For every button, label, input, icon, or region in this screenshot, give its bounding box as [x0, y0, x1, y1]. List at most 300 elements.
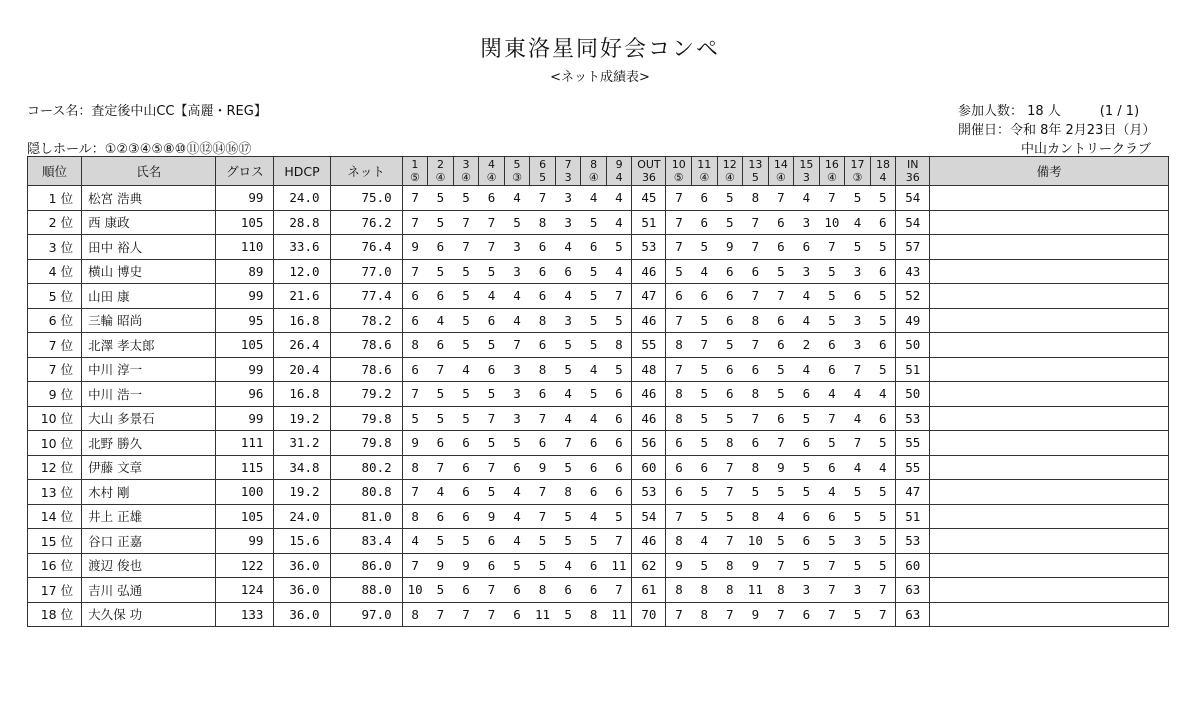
- hole-score-cell: 7: [819, 553, 845, 578]
- hole-score-cell: 8: [743, 308, 769, 333]
- notes-cell: [930, 357, 1169, 382]
- hole-score-cell: 9: [402, 431, 428, 456]
- in-total-cell: 51: [896, 357, 930, 382]
- notes-cell: [930, 382, 1169, 407]
- net-cell: 80.2: [330, 455, 402, 480]
- hole-score-cell: 4: [504, 504, 530, 529]
- hole-score-cell: 6: [819, 504, 845, 529]
- hole-score-cell: 7: [666, 235, 692, 260]
- hole-score-cell: 7: [666, 308, 692, 333]
- hole-header: [870, 157, 896, 186]
- table-row: [28, 333, 1169, 358]
- hole-par: ⑤: [409, 171, 420, 184]
- hdcp-header: HDCP: [274, 157, 330, 186]
- hole-score-cell: 5: [819, 284, 845, 309]
- hole-score-cell: 5: [453, 284, 479, 309]
- hole-score-cell: 5: [692, 406, 718, 431]
- hdcp-cell: 12.0: [274, 259, 330, 284]
- notes-cell: [930, 259, 1169, 284]
- hole-header: [845, 157, 871, 186]
- in-total-cell: 54: [896, 186, 930, 211]
- notes-cell: [930, 284, 1169, 309]
- hole-score-cell: 7: [402, 210, 428, 235]
- hole-score-cell: 7: [666, 602, 692, 627]
- hole-header: [581, 157, 607, 186]
- hole-score-cell: 7: [530, 406, 556, 431]
- hole-score-cell: 6: [581, 553, 607, 578]
- hole-score-cell: 6: [453, 431, 479, 456]
- hole-score-cell: 6: [794, 504, 820, 529]
- hole-score-cell: 6: [402, 357, 428, 382]
- hole-score-cell: 8: [581, 602, 607, 627]
- hole-score-cell: 6: [743, 259, 769, 284]
- table-row: [28, 480, 1169, 505]
- hole-score-cell: 5: [581, 284, 607, 309]
- hole-score-cell: 5: [555, 455, 581, 480]
- notes-cell: [930, 406, 1169, 431]
- hdcp-cell: 26.4: [274, 333, 330, 358]
- hole-header: [530, 157, 556, 186]
- hole-score-cell: 9: [402, 235, 428, 260]
- hdcp-cell: 20.4: [274, 357, 330, 382]
- hole-score-cell: 4: [794, 357, 820, 382]
- hole-par: 5: [539, 171, 547, 184]
- player-name-cell: 北野 勝久: [82, 431, 216, 456]
- hole-score-cell: 6: [428, 284, 454, 309]
- hole-score-cell: 5: [870, 284, 896, 309]
- hole-score-cell: 6: [794, 529, 820, 554]
- rank-header: 順位: [28, 157, 82, 186]
- hole-score-cell: 6: [606, 480, 632, 505]
- hole-number: 7: [564, 158, 572, 171]
- hole-score-cell: 4: [581, 406, 607, 431]
- rank-cell: 17 位: [28, 578, 82, 603]
- hole-score-cell: 5: [845, 553, 871, 578]
- hole-header: [743, 157, 769, 186]
- hole-score-cell: 7: [428, 357, 454, 382]
- hole-score-cell: 5: [717, 210, 743, 235]
- out-total-cell: 56: [632, 431, 666, 456]
- hole-score-cell: 7: [717, 455, 743, 480]
- in-total-cell: 50: [896, 333, 930, 358]
- player-name-cell: 横山 博史: [82, 259, 216, 284]
- hole-score-cell: 4: [794, 186, 820, 211]
- hole-score-cell: 6: [581, 578, 607, 603]
- hole-par: 4: [615, 171, 623, 184]
- player-name-cell: 渡辺 俊也: [82, 553, 216, 578]
- notes-cell: [930, 480, 1169, 505]
- notes-cell: [930, 210, 1169, 235]
- hole-number: 9: [615, 158, 623, 171]
- hole-score-cell: 8: [402, 455, 428, 480]
- hole-par: ⑤: [673, 171, 684, 184]
- hole-score-cell: 6: [555, 578, 581, 603]
- table-row: [28, 308, 1169, 333]
- hole-score-cell: 7: [530, 186, 556, 211]
- hole-score-cell: 6: [666, 455, 692, 480]
- hole-score-cell: 6: [504, 602, 530, 627]
- name-header: 氏名: [82, 157, 216, 186]
- hole-score-cell: 8: [692, 602, 718, 627]
- hole-score-cell: 7: [428, 455, 454, 480]
- hole-score-cell: 5: [794, 553, 820, 578]
- hole-score-cell: 3: [504, 235, 530, 260]
- hole-par: ④: [461, 171, 471, 184]
- hole-number: 15: [799, 158, 814, 171]
- hole-score-cell: 6: [453, 455, 479, 480]
- hole-score-cell: 4: [504, 186, 530, 211]
- hole-score-cell: 6: [479, 308, 505, 333]
- hole-header: [819, 157, 845, 186]
- hole-score-cell: 8: [530, 308, 556, 333]
- hole-score-cell: 5: [870, 504, 896, 529]
- hole-score-cell: 5: [504, 553, 530, 578]
- hole-score-cell: 6: [479, 357, 505, 382]
- hole-score-cell: 6: [794, 235, 820, 260]
- rank-cell: 12 位: [28, 455, 82, 480]
- net-cell: 76.2: [330, 210, 402, 235]
- hole-score-cell: 7: [402, 382, 428, 407]
- in-total-cell: 57: [896, 235, 930, 260]
- hdcp-cell: 19.2: [274, 480, 330, 505]
- hole-score-cell: 5: [581, 259, 607, 284]
- hole-score-cell: 6: [606, 406, 632, 431]
- hole-score-cell: 5: [479, 382, 505, 407]
- hole-score-cell: 9: [743, 602, 769, 627]
- hole-score-cell: 4: [581, 357, 607, 382]
- in-total-cell: 43: [896, 259, 930, 284]
- hole-score-cell: 7: [768, 186, 794, 211]
- hole-score-cell: 5: [428, 578, 454, 603]
- hole-score-cell: 6: [870, 333, 896, 358]
- notes-cell: [930, 602, 1169, 627]
- hole-par: 4: [879, 171, 887, 184]
- in-total-cell: 60: [896, 553, 930, 578]
- hole-score-cell: 4: [428, 480, 454, 505]
- hole-score-cell: 5: [555, 357, 581, 382]
- hole-score-cell: 8: [666, 529, 692, 554]
- table-row: [28, 553, 1169, 578]
- hole-number: 3: [462, 158, 470, 171]
- hole-score-cell: 4: [606, 210, 632, 235]
- hole-score-cell: 4: [870, 455, 896, 480]
- hdcp-cell: 15.6: [274, 529, 330, 554]
- hole-score-cell: 6: [692, 284, 718, 309]
- gross-cell: 99: [216, 284, 274, 309]
- table-row: [28, 431, 1169, 456]
- hole-score-cell: 6: [743, 431, 769, 456]
- hole-score-cell: 6: [819, 357, 845, 382]
- hole-score-cell: 5: [453, 259, 479, 284]
- net-cell: 77.0: [330, 259, 402, 284]
- table-row: [28, 259, 1169, 284]
- hole-score-cell: 6: [428, 333, 454, 358]
- player-name-cell: 北澤 孝太郎: [82, 333, 216, 358]
- document-title: 関東洛星同好会コンペ: [479, 37, 720, 62]
- net-cell: 97.0: [330, 602, 402, 627]
- hole-score-cell: 6: [530, 235, 556, 260]
- hole-score-cell: 6: [870, 259, 896, 284]
- hole-score-cell: 7: [479, 235, 505, 260]
- hole-number: 12: [722, 158, 737, 171]
- rank-cell: 4 位: [28, 259, 82, 284]
- results-body: [28, 186, 1169, 627]
- net-cell: 78.2: [330, 308, 402, 333]
- hole-score-cell: 8: [555, 480, 581, 505]
- hole-score-cell: 7: [692, 333, 718, 358]
- hole-score-cell: 5: [692, 504, 718, 529]
- hole-score-cell: 7: [845, 357, 871, 382]
- hole-score-cell: 4: [504, 529, 530, 554]
- hole-header: [555, 157, 581, 186]
- hole-par: ④: [435, 171, 446, 184]
- hole-score-cell: 5: [768, 259, 794, 284]
- hole-score-cell: 7: [768, 602, 794, 627]
- hole-score-cell: 6: [428, 504, 454, 529]
- gross-cell: 105: [216, 210, 274, 235]
- hole-score-cell: 9: [666, 553, 692, 578]
- player-name-cell: 吉川 弘通: [82, 578, 216, 603]
- hole-score-cell: 5: [794, 480, 820, 505]
- hole-score-cell: 3: [845, 308, 871, 333]
- out-total-cell: 53: [632, 480, 666, 505]
- out-total-cell: 46: [632, 259, 666, 284]
- hdcp-cell: 24.0: [274, 186, 330, 211]
- hole-score-cell: 6: [717, 382, 743, 407]
- rank-cell: 6 位: [28, 308, 82, 333]
- hole-score-cell: 6: [819, 333, 845, 358]
- hole-score-cell: 6: [581, 455, 607, 480]
- hole-score-cell: 6: [692, 186, 718, 211]
- gross-cell: 96: [216, 382, 274, 407]
- hole-score-cell: 5: [479, 480, 505, 505]
- hole-score-cell: 4: [555, 382, 581, 407]
- hole-score-cell: 8: [666, 382, 692, 407]
- hole-score-cell: 6: [768, 210, 794, 235]
- hdcp-cell: 24.0: [274, 504, 330, 529]
- hole-score-cell: 5: [555, 333, 581, 358]
- hole-score-cell: 6: [479, 529, 505, 554]
- player-name-cell: 大山 多景石: [82, 406, 216, 431]
- hole-score-cell: 7: [768, 553, 794, 578]
- hole-score-cell: 10: [819, 210, 845, 235]
- hole-score-cell: 6: [606, 455, 632, 480]
- notes-cell: [930, 553, 1169, 578]
- hole-score-cell: 7: [666, 186, 692, 211]
- hdcp-cell: 36.0: [274, 602, 330, 627]
- hole-score-cell: 5: [743, 480, 769, 505]
- hole-score-cell: 6: [717, 259, 743, 284]
- hole-par: ④: [588, 171, 599, 184]
- hole-score-cell: 5: [768, 480, 794, 505]
- hole-score-cell: 4: [453, 357, 479, 382]
- hole-score-cell: 5: [845, 480, 871, 505]
- hole-score-cell: 4: [692, 259, 718, 284]
- hole-score-cell: 6: [402, 308, 428, 333]
- hole-score-cell: 5: [606, 504, 632, 529]
- hole-score-cell: 6: [530, 431, 556, 456]
- hole-score-cell: 5: [870, 186, 896, 211]
- hole-score-cell: 6: [555, 259, 581, 284]
- hole-score-cell: 5: [768, 529, 794, 554]
- hole-score-cell: 6: [845, 284, 871, 309]
- net-cell: 78.6: [330, 333, 402, 358]
- hole-score-cell: 7: [479, 455, 505, 480]
- hole-header: [428, 157, 454, 186]
- net-cell: 79.8: [330, 431, 402, 456]
- hole-score-cell: 10: [743, 529, 769, 554]
- hole-score-cell: 5: [428, 259, 454, 284]
- hole-score-cell: 5: [606, 357, 632, 382]
- out-total-cell: 46: [632, 308, 666, 333]
- gross-cell: 99: [216, 357, 274, 382]
- table-row: [28, 210, 1169, 235]
- rank-cell: 2 位: [28, 210, 82, 235]
- hole-score-cell: 5: [692, 382, 718, 407]
- hole-score-cell: 4: [606, 259, 632, 284]
- hole-score-cell: 6: [606, 431, 632, 456]
- hole-score-cell: 5: [606, 235, 632, 260]
- gross-cell: 105: [216, 504, 274, 529]
- hole-score-cell: 3: [845, 333, 871, 358]
- net-cell: 81.0: [330, 504, 402, 529]
- hole-score-cell: 5: [692, 357, 718, 382]
- hole-score-cell: 8: [402, 602, 428, 627]
- hole-score-cell: 7: [743, 284, 769, 309]
- hole-score-cell: 7: [743, 235, 769, 260]
- hole-score-cell: 7: [453, 235, 479, 260]
- hole-score-cell: 7: [717, 480, 743, 505]
- hole-score-cell: 4: [555, 553, 581, 578]
- hole-par: ④: [724, 171, 735, 184]
- hdcp-cell: 33.6: [274, 235, 330, 260]
- hdcp-cell: 16.8: [274, 308, 330, 333]
- hole-score-cell: 3: [845, 578, 871, 603]
- hole-score-cell: 7: [479, 210, 505, 235]
- hole-score-cell: 6: [504, 578, 530, 603]
- gross-cell: 99: [216, 186, 274, 211]
- hole-score-cell: 7: [666, 210, 692, 235]
- table-row: [28, 602, 1169, 627]
- hidden-holes: 隠しホール：①②③④⑤⑧⑩⑪⑫⑭⑯⑰: [27, 142, 252, 157]
- hole-score-cell: 8: [692, 578, 718, 603]
- hole-score-cell: 6: [666, 431, 692, 456]
- hole-number: 14: [773, 158, 788, 171]
- hole-score-cell: 3: [555, 308, 581, 333]
- hole-number: 18: [875, 158, 890, 171]
- notes-cell: [930, 235, 1169, 260]
- out-total-cell: 46: [632, 529, 666, 554]
- out-total-cell: 62: [632, 553, 666, 578]
- hole-score-cell: 3: [504, 357, 530, 382]
- hole-number: 2: [436, 158, 444, 171]
- hole-score-cell: 7: [479, 406, 505, 431]
- in-total-cell: 55: [896, 431, 930, 456]
- in-total-cell: 55: [896, 455, 930, 480]
- out-total-cell: 60: [632, 455, 666, 480]
- gross-cell: 122: [216, 553, 274, 578]
- hole-score-cell: 6: [530, 284, 556, 309]
- hole-number: 16: [824, 158, 839, 171]
- hole-score-cell: 5: [845, 602, 871, 627]
- hole-score-cell: 7: [768, 431, 794, 456]
- hole-score-cell: 5: [692, 308, 718, 333]
- hole-score-cell: 6: [453, 504, 479, 529]
- document-subtitle: <ネット成績表>: [550, 70, 650, 85]
- gross-cell: 133: [216, 602, 274, 627]
- hole-score-cell: 5: [692, 235, 718, 260]
- hole-score-cell: 5: [845, 504, 871, 529]
- hole-score-cell: 6: [428, 235, 454, 260]
- hole-score-cell: 7: [845, 431, 871, 456]
- hole-score-cell: 6: [581, 480, 607, 505]
- notes-cell: [930, 431, 1169, 456]
- notes-cell: [930, 308, 1169, 333]
- hole-score-cell: 5: [402, 406, 428, 431]
- out-total-cell: 54: [632, 504, 666, 529]
- hole-score-cell: 6: [453, 480, 479, 505]
- hole-score-cell: 5: [819, 431, 845, 456]
- hole-score-cell: 5: [870, 308, 896, 333]
- gross-cell: 124: [216, 578, 274, 603]
- notes-cell: [930, 578, 1169, 603]
- table-row: [28, 406, 1169, 431]
- net-cell: 76.4: [330, 235, 402, 260]
- hole-score-cell: 3: [845, 259, 871, 284]
- out-total-cell: 61: [632, 578, 666, 603]
- notes-header: 備考: [930, 157, 1169, 186]
- hole-score-cell: 5: [530, 529, 556, 554]
- net-header: ネット: [330, 157, 402, 186]
- out-total-cell: 45: [632, 186, 666, 211]
- hole-score-cell: 7: [453, 210, 479, 235]
- hole-score-cell: 4: [504, 480, 530, 505]
- hole-score-cell: 7: [743, 333, 769, 358]
- gross-cell: 89: [216, 259, 274, 284]
- notes-cell: [930, 186, 1169, 211]
- hole-score-cell: 5: [845, 235, 871, 260]
- hole-score-cell: 6: [743, 357, 769, 382]
- player-name-cell: 井上 正雄: [82, 504, 216, 529]
- table-row: [28, 235, 1169, 260]
- hole-number: 6: [539, 158, 547, 171]
- hole-score-cell: 8: [743, 382, 769, 407]
- in-total-header: IN 36: [896, 157, 930, 186]
- hole-score-cell: 4: [581, 186, 607, 211]
- table-row: [28, 382, 1169, 407]
- hole-par: ③: [852, 171, 863, 184]
- hole-score-cell: 7: [402, 259, 428, 284]
- hole-score-cell: 5: [870, 357, 896, 382]
- hole-score-cell: 8: [402, 504, 428, 529]
- hole-score-cell: 8: [743, 504, 769, 529]
- rank-cell: 3 位: [28, 235, 82, 260]
- rank-cell: 10 位: [28, 431, 82, 456]
- event-date: 開催日：令和 8年 2月23日（月）: [958, 123, 1156, 138]
- out-total-cell: 47: [632, 284, 666, 309]
- hole-score-cell: 4: [504, 284, 530, 309]
- hole-score-cell: 5: [819, 259, 845, 284]
- out-total-cell: 46: [632, 406, 666, 431]
- hole-par: ③: [512, 171, 522, 184]
- table-row: [28, 578, 1169, 603]
- hole-score-cell: 7: [743, 210, 769, 235]
- gross-cell: 111: [216, 431, 274, 456]
- out-total-cell: 48: [632, 357, 666, 382]
- hole-score-cell: 4: [845, 210, 871, 235]
- hole-score-cell: 5: [870, 431, 896, 456]
- hole-score-cell: 5: [794, 406, 820, 431]
